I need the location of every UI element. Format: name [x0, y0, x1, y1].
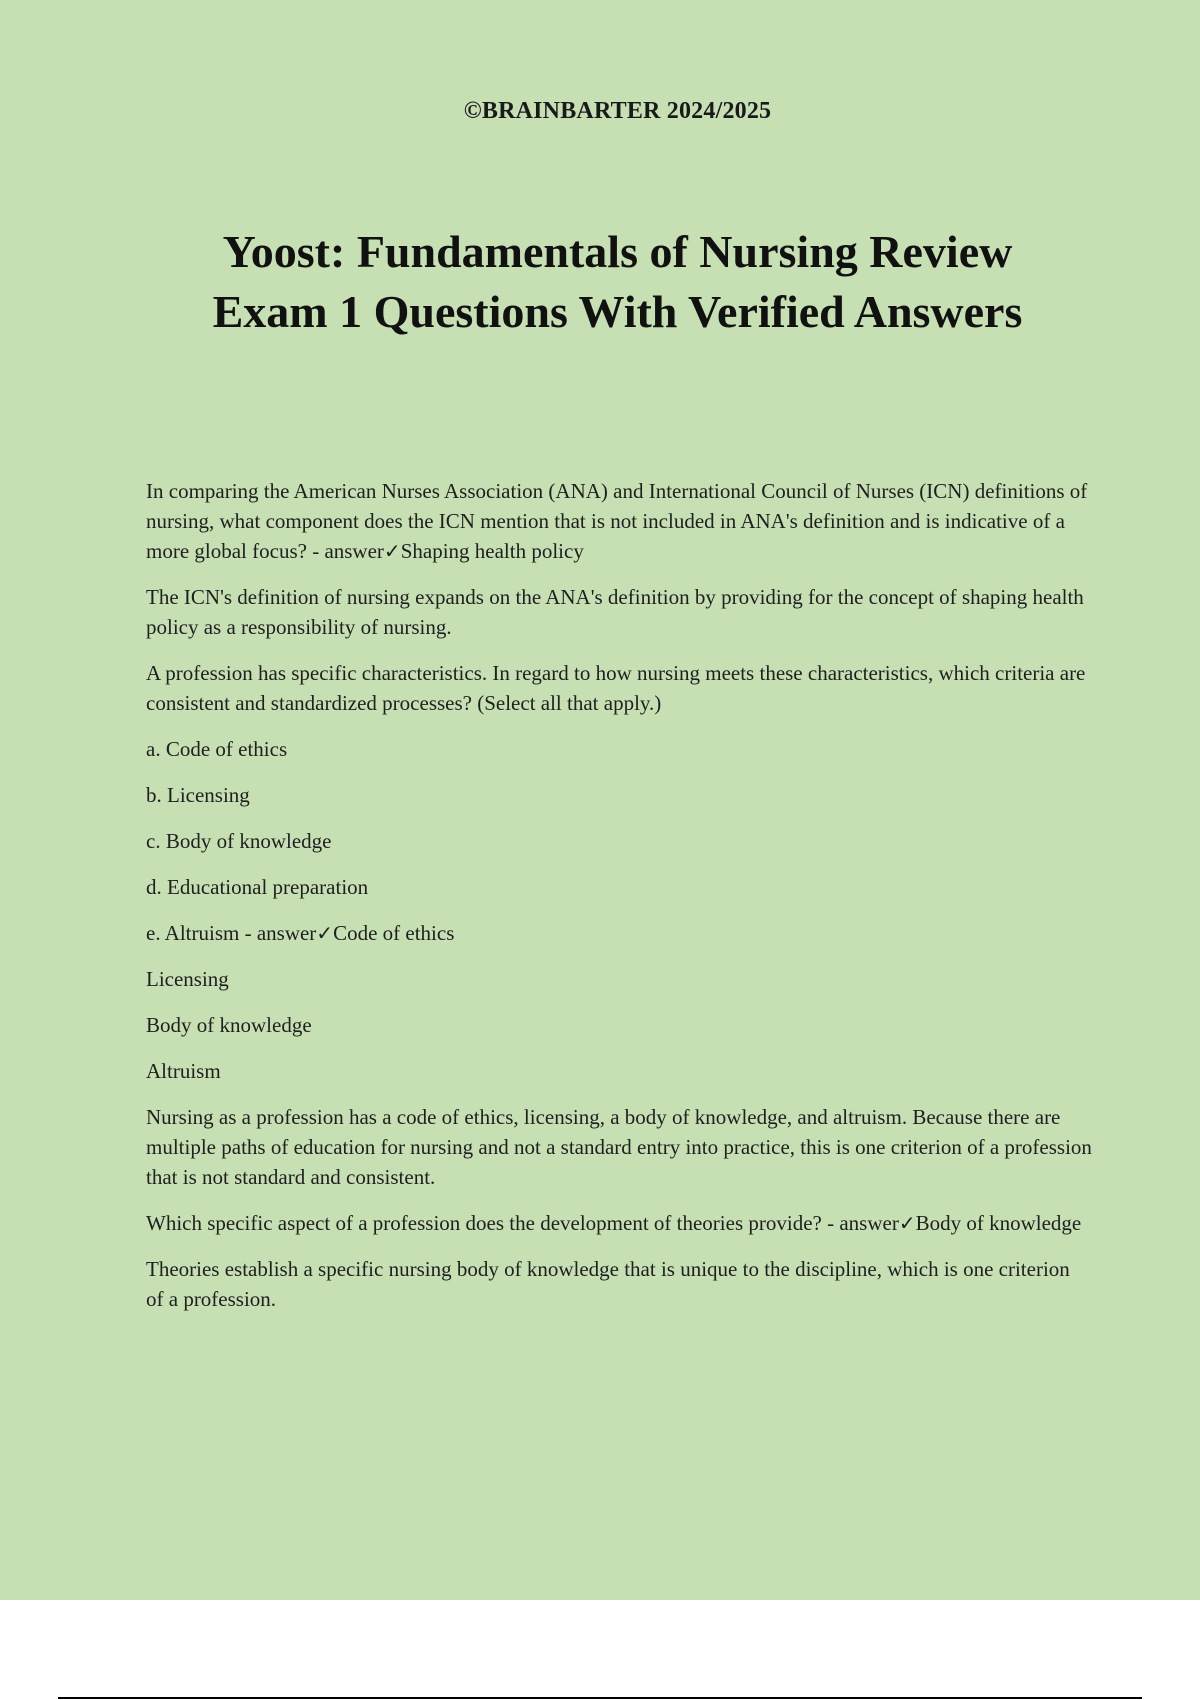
- question-3-text: Which specific aspect of a profession does the development of theories provide? - answer: [146, 1211, 899, 1235]
- option-a: a. Code of ethics: [146, 737, 288, 761]
- question-2: A profession has specific characteristics. In regard to how nursing meets these characteristics, which criteria are consistent and standardized processes? (Select all that apply.): [146, 661, 1086, 715]
- rationale-3: Theories establish a specific nursing body of knowledge that is unique to the discipline, which is one criterion of a profession.: [146, 1257, 1070, 1311]
- answer-2-item: Body of knowledge: [146, 1013, 312, 1037]
- check-mark-icon: ✓: [316, 921, 334, 945]
- footer-divider: [58, 1697, 1142, 1699]
- answer-3: Body of knowledge: [915, 1211, 1082, 1235]
- qa-content: [146, 476, 1092, 1330]
- check-mark-icon: ✓: [898, 1211, 916, 1235]
- copyright-header: ©BRAINBARTER 2024/2025: [463, 98, 772, 124]
- option-e-text: e. Altruism - answer: [146, 921, 317, 945]
- title-line-2: Exam 1 Questions With Verified Answers: [212, 286, 1023, 337]
- option-d: d. Educational preparation: [146, 875, 369, 899]
- question-1-text: In comparing the American Nurses Association (ANA) and International Council of Nurses (ICN) definitions of nursing, what component does the ICN mention that is not included in ANA's definition and is indicative of a more global focus? - answer: [146, 479, 1088, 563]
- answer-1: Shaping health policy: [400, 539, 584, 563]
- option-c: c. Body of knowledge: [146, 829, 332, 853]
- check-mark-icon: ✓: [383, 539, 401, 563]
- rationale-1: The ICN's definition of nursing expands on the ANA's definition by providing for the concept of shaping health policy as a responsibility of nursing.: [146, 585, 1084, 639]
- title-line-1: Yoost: Fundamentals of Nursing Review: [222, 226, 1013, 277]
- document-title: [0, 222, 1200, 342]
- question-1: [146, 476, 1092, 566]
- answer-2-first: Code of ethics: [333, 921, 455, 945]
- rationale-2: Nursing as a profession has a code of ethics, licensing, a body of knowledge, and altruism. Because there are multiple paths of education for nursing and not a standard entry into practice, this is one criterion of a profession that is not standard and consistent.: [146, 1105, 1092, 1189]
- question-3: [146, 1208, 1092, 1238]
- answer-2-item: Licensing: [146, 967, 229, 991]
- option-e: [146, 918, 1092, 948]
- option-b: b. Licensing: [146, 783, 250, 807]
- answer-2-item: Altruism: [146, 1059, 221, 1083]
